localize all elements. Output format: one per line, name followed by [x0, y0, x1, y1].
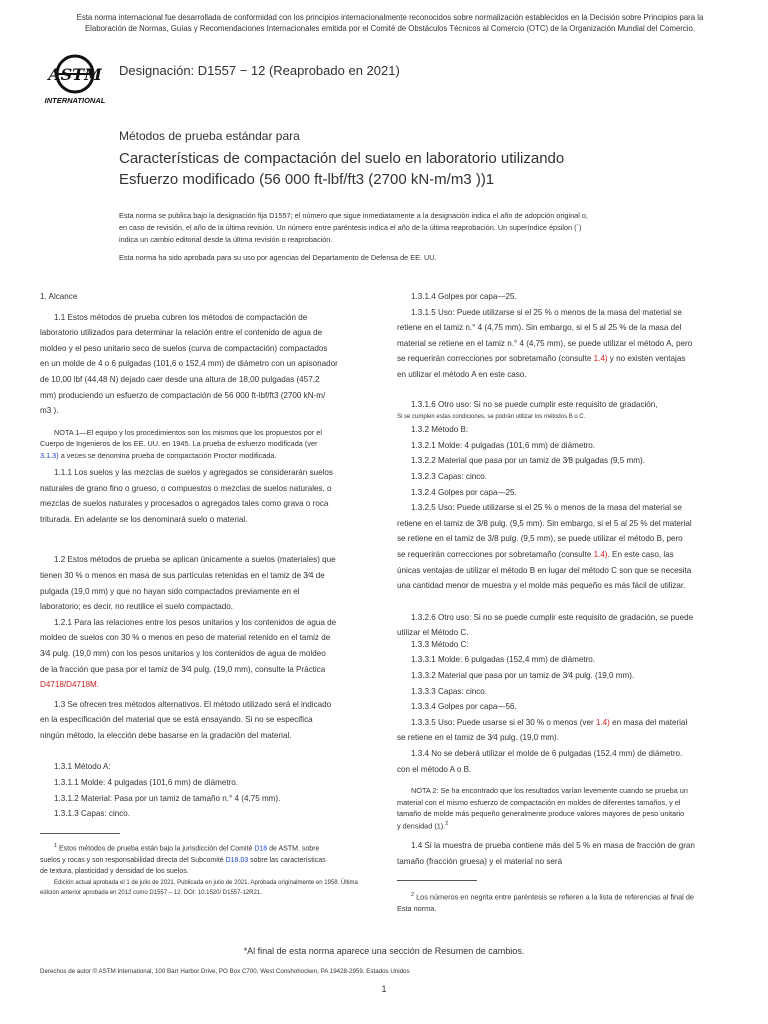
paragraph-line: 1.3.4 No se deberá utilizar el molde de 6 pulgadas (152,4 mm) de diámetro.: [411, 749, 683, 759]
paragraph-line: laboratorio utilizados para determinar la relación entre el contenido de agua de: [40, 328, 323, 338]
note-line: tamaño de molde más pequeño generalmente produce valores mayores de peso unitario: [397, 809, 685, 819]
paragraph-line: de 10,00 lbf (44,48 N) dejado caer desde una altura de 18,00 pulgadas (457,2: [40, 374, 320, 384]
dod-approval-note: Esta norma ha sido aprobada para su uso por agencias del Departamento de Defensa de EE. UU.: [119, 253, 437, 262]
paragraph-line: 1.3 Se ofrecen tres métodos alternativos. El método utilizado será el indicado: [54, 699, 332, 709]
paragraph-line: 1.3.1 Método A:: [54, 762, 111, 772]
paragraph-line: 1.3.1.2 Material: Pasa por un tamiz de tamaño n.° 4 (4,75 mm).: [54, 793, 281, 803]
intro-line: indica un cambio editorial desde la última revisión o reaprobación.: [119, 235, 333, 244]
paragraph-line: triturada. En adelante se los denominará suelo o material.: [40, 514, 248, 524]
intro-paragraph: [119, 210, 679, 246]
paragraph-line: 1.2 Estos métodos de prueba se aplican únicamente a suelos (materiales) que: [54, 555, 336, 565]
paragraph-line: mezclas de suelos naturales y procesados o agregados tales como grava o roca: [40, 499, 329, 509]
paragraph-line: laboratorio; es decir, no reutilice el suelo compactado.: [40, 602, 234, 612]
paragraph-line: pulgada (19,0 mm) y que no hayan sido compactados previamente en el: [40, 586, 300, 596]
title-line-1: Características de compactación del suelo en laboratorio utilizando: [119, 150, 565, 167]
page-number: 1: [381, 984, 387, 994]
paragraph-line: 1.1 Estos métodos de prueba cubren los métodos de compactación de: [54, 312, 308, 322]
note-1: [40, 427, 370, 461]
note-line: NOTA 2: Se ha encontrado que los resultados varían levemente cuando se prueba un: [411, 786, 688, 796]
paragraph-line: 1.3.1.5 Uso: Puede utilizarse si el 25 % o menos de la masa del material se: [411, 307, 682, 317]
footnote-text: suelos y rocas y son responsabilidad directa del Subcomité: [40, 856, 226, 864]
footnote-marker: 1: [54, 843, 58, 849]
paragraph-line: material se retiene en el tamiz n.° 4 (4,75 mm), se puede utilizar el método A, pero: [397, 338, 693, 348]
international-standard-notice: [40, 12, 740, 34]
paragraph-line: 1.3.2.4 Golpes por capa—25.: [411, 487, 517, 497]
paragraph-line: 1.1.1 Los suelos y las mezclas de suelos y agregados se considerarán suelos: [54, 467, 333, 477]
paragraph-line: 1.3.3.3 Capas: cinco.: [411, 686, 488, 696]
paragraph-line: moldeo y el peso unitario seco de suelos (curva de compactación) compactados: [40, 343, 328, 353]
footnote-line: de textura, plasticidad y densidad de los suelos.: [40, 868, 189, 876]
right-column: [397, 289, 731, 869]
text: . En este caso, las: [607, 549, 674, 559]
ref-link-d4718[interactable]: D4718/D4718M.: [40, 680, 99, 690]
footnote-marker: 2: [411, 892, 415, 898]
paragraph-line: 1.3.3 Método C:: [411, 639, 469, 649]
footnote-divider: [397, 880, 477, 881]
title-line-2: Esfuerzo modificado (56 000 ft-lbf/ft3 (2700 kN-m/m3 ))1: [119, 171, 495, 188]
paragraph-line: 1.3.2.2 Material que pasa por un tamiz de 3⁄8 pulgadas (9,5 mm).: [411, 456, 645, 466]
footnote-divider: [40, 833, 120, 834]
intro-line: en caso de revisión, el año de la última revisión. Un número entre paréntesis indica el año de la última reaprobación. Un superíndice épsilon (´): [119, 223, 582, 232]
astm-logo-icon: [40, 50, 110, 108]
logo-text: ASTM: [48, 65, 102, 84]
ref-link-3-1-3[interactable]: 3.1.3): [40, 450, 59, 460]
astm-logo: [40, 50, 110, 108]
paragraph-line: 1.3.1.4 Golpes por capa—25.: [411, 292, 517, 301]
paragraph-line: en la especificación del material que se está ensayando. Si no se especifica: [40, 715, 313, 725]
note-2: [397, 785, 731, 832]
footnote-line: [397, 890, 732, 903]
left-column: [40, 289, 370, 822]
ref-link-1-4[interactable]: 1.4): [593, 354, 608, 364]
footnote-text: Estos métodos de prueba están bajo la jurisdicción del Comité: [59, 845, 255, 853]
footnote-line: Edición actual aprobada el 1 de julio de 2021. Publicada en julio de 2021. Aprobada originalmente en 1958. Última: [54, 879, 358, 886]
ref-link-1-4[interactable]: 1.4): [593, 549, 608, 559]
paragraph-line: Si se cumplen estas condiciones, se podrán utilizar los métodos B o C.: [397, 414, 586, 421]
paragraph-line: [40, 677, 370, 693]
paragraph-line: [397, 547, 731, 563]
footnote-text: sobre las características: [248, 856, 326, 864]
note-line: Cuerpo de Ingenieros de los EE. UU. en 1945. La prueba de esfuerzo modificada (ver: [40, 439, 318, 449]
paragraph-line: ningún método, la elección debe basarse en la gradación del material.: [40, 730, 292, 740]
notice-line-2: Elaboración de Normas, Guías y Recomendaciones Internacionales emitida por el Comité de Obstáculos Técnicos al Comercio (OTC) de la Organización Mundial del Comercio.: [84, 24, 696, 33]
footnote-text: Los números en negrita entre paréntesis se refieren a la lista de referencias al final de: [414, 892, 694, 902]
paragraph-line: de la fracción que pasa por el tamiz de 3⁄4 pulg. (19,0 mm), consulte la Práctica: [40, 664, 326, 674]
paragraph-line: [397, 715, 731, 731]
text: se requerirán correcciones por sobretamaño (consulte: [397, 549, 594, 559]
section-heading: 1. Alcance: [40, 292, 78, 301]
paragraph-line: 1.3.2.1 Molde: 4 pulgadas (101,6 mm) de diámetro.: [411, 440, 596, 450]
intro-line: Esta norma se publica bajo la designación fija D1557; el número que sigue inmediatamente a la designación indica el año de adopción original o,: [119, 211, 588, 220]
footnote-text: de ASTM. sobre: [267, 845, 320, 853]
paragraph-line: únicas ventajas de utilizar el método B en lugar del método C son que se necesita: [397, 565, 692, 575]
paragraph-line: mm) produciendo un esfuerzo de compactación de 56 000 ft-lbf/ft3 (2700 kN-m/: [40, 390, 326, 400]
note-text: y densidad (1).: [397, 821, 446, 831]
paragraph-line: retiene en el tamiz de 3/8 pulg. (9,5 mm). Sin embargo, si el 5 al 25 % del material: [397, 518, 692, 528]
paragraph-line: retiene en el tamiz n.° 4 (4,75 mm). Sin embargo, si el 5 al 25 % de la masa del: [397, 323, 682, 333]
paragraph-line: m3 ).: [40, 406, 59, 416]
text: se requerirán correcciones por sobretamaño (consulte: [397, 354, 594, 364]
footnote-line: edición anterior aprobada en 2012 como D1557 – 12. DOI: 10.1520/ D1557-12R21.: [40, 889, 262, 896]
note-line: [40, 450, 370, 461]
footnote-line: [40, 841, 375, 855]
committee-d18-link[interactable]: D18: [254, 845, 268, 853]
paragraph-line: se retiene en el tamiz de 3⁄4 pulg. (19,0 mm).: [397, 733, 559, 743]
paragraph-line: 1.2.1 Para las relaciones entre los pesos unitarios y los contenidos de agua de: [54, 617, 337, 627]
paragraph-line: 3⁄4 pulg. (19,0 mm) con los pesos unitarios y los contenidos de agua de moldeo: [40, 648, 326, 658]
paragraph-line: en utilizar el método A en este caso.: [397, 369, 527, 379]
paragraph-line: [397, 351, 731, 367]
footnote-line: Esta norma.: [397, 903, 437, 913]
paragraph-line: en un molde de 4 o 6 pulgadas (101,6 o 152,4 mm) de diámetro con un apisonador: [40, 359, 338, 369]
text: 1.3.3.5 Uso: Puede usarse si el 30 % o menos (ver: [411, 717, 596, 727]
note-text: a veces se denomina prueba de compactación Proctor modificada.: [58, 450, 277, 460]
notice-line-1: Esta norma internacional fue desarrollada de conformidad con los principios internacionalmente reconocidos sobre normalización establecidos en la Decisión sobre Principios para la: [76, 13, 704, 22]
paragraph-line: naturales de grano fino o grueso, o compuestos o mezclas de suelos naturales, o: [40, 483, 332, 493]
paragraph-line: 1.3.1.6 Otro uso: Si no se puede cumplir este requisito de gradación,: [411, 399, 658, 409]
note-line: [397, 819, 731, 832]
designation: Designación: D1557 − 12 (Reaprobado en 2021): [119, 63, 400, 78]
paragraph-line: tamaño (fracción gruesa) y el material no será: [397, 856, 563, 866]
paragraph-line: 1.3.3.4 Golpes por capa—56.: [411, 702, 517, 712]
summary-of-changes-note: *Al final de esta norma aparece una sección de Resumen de cambios.: [243, 946, 525, 956]
paragraph-line: moldeo de suelos con 30 % o menos en peso de material retenido en el tamiz de: [40, 633, 331, 643]
paragraph-line: 1.3.3.2 Material que pasa por un tamiz de 3⁄4 pulg. (19,0 mm).: [411, 671, 635, 681]
paragraph-line: una cantidad menor de muestra y el molde más pequeño es más fácil de utilizar.: [397, 581, 686, 591]
paragraph-line: 1.3.2.5 Uso: Puede utilizarse si el 25 % o menos de la masa del material se: [411, 503, 682, 513]
subtitle: Métodos de prueba estándar para: [119, 129, 300, 143]
paragraph-line: utilizar el Método C.: [397, 628, 469, 638]
paragraph-line: 1.3.2.6 Otro uso: Si no se puede cumplir este requisito de gradación, se puede: [411, 612, 694, 622]
footnote-line: [40, 855, 375, 867]
paragraph-line: 1.3.2 Método B:: [411, 425, 469, 435]
paragraph-line: 1.3.1.1 Molde: 4 pulgadas (101,6 mm) de diámetro.: [54, 778, 239, 788]
paragraph-line: 1.3.3.1 Molde: 6 pulgadas (152,4 mm) de diámetro.: [411, 655, 596, 665]
paragraph-line: tienen 30 % o menos en masa de sus partículas retenidas en el tamiz de 3⁄4 de: [40, 570, 325, 580]
note-line: NOTA 1—El equipo y los procedimientos son los mismos que los propuestos por el: [54, 427, 322, 437]
footnote-2: [397, 890, 732, 914]
text: en masa del material: [609, 717, 688, 727]
copyright: Derechos de autor © ASTM International, 100 Barr Harbor Drive, PO Box C700, West Conshohocken, PA 19428-2959. Estados Unidos: [40, 968, 410, 975]
page-title: [119, 148, 679, 190]
paragraph-line: 1.3.2.3 Capas: cinco.: [411, 471, 488, 481]
paragraph-line: 1.3.1.3 Capas: cinco.: [54, 809, 131, 819]
subcommittee-d18-03-link[interactable]: D18.03: [225, 856, 249, 864]
text: y no existen ventajas: [607, 354, 686, 364]
paragraph-line: 1.4 Si la muestra de prueba contiene más del 5 % en masa de fracción de gran: [411, 841, 695, 851]
logo-subtext: INTERNATIONAL: [44, 96, 106, 105]
paragraph-line: se retiene en el tamiz de 3/8 pulg. (9,5 mm), se puede utilizar el método B, pero: [397, 534, 683, 544]
paragraph-line: con el método A o B.: [397, 764, 472, 774]
footnote-1: [40, 841, 375, 898]
footnote-marker: 2: [445, 821, 449, 828]
ref-link-1-4[interactable]: 1.4): [595, 717, 610, 727]
note-line: material con el mismo esfuerzo de compactación en moldes de diferentes tamaños, y el: [397, 797, 681, 807]
